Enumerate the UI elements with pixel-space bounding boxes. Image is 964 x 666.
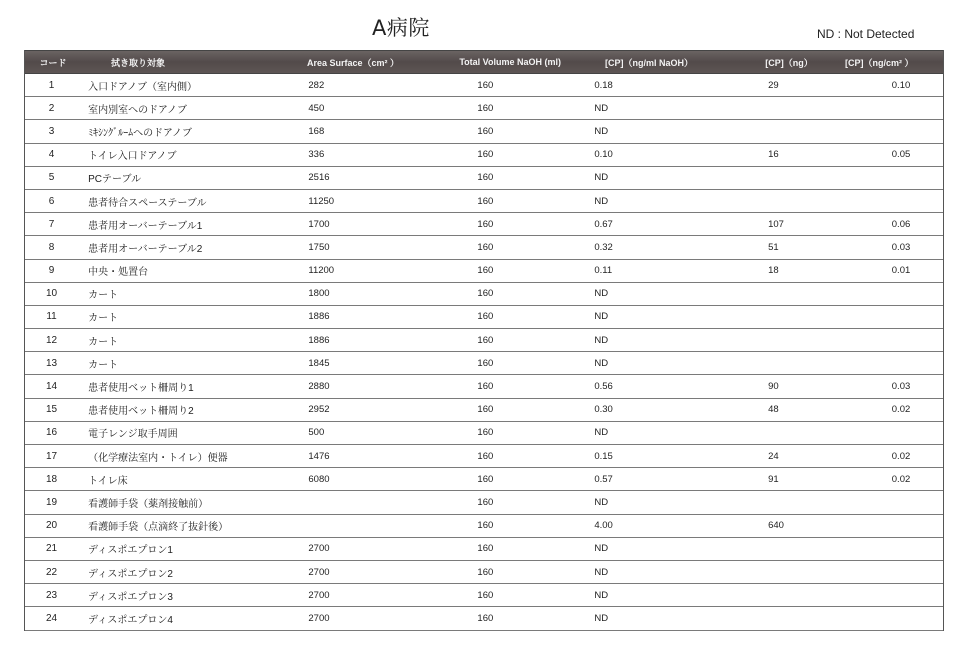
row-cp-area: 0.03 (891, 241, 911, 253)
row-cp-conc: ND (594, 357, 609, 369)
row-cp-area: 0.02 (891, 450, 911, 462)
row-cp-conc: 0.30 (594, 404, 613, 416)
row-code: 3 (48, 125, 55, 137)
row-volume: 160 (477, 218, 494, 230)
row-code: 20 (46, 520, 58, 532)
row-volume: 160 (477, 79, 494, 91)
table-row (25, 306, 943, 329)
row-cp-conc: ND (594, 427, 609, 439)
row-target: トイレ入口ドアノブ (88, 151, 177, 163)
row-volume: 160 (477, 357, 494, 369)
row-area: 336 (308, 149, 325, 161)
row-volume: 160 (477, 241, 494, 253)
row-code: 24 (46, 612, 58, 624)
row-target: ﾐｷｼﾝｸﾞﾙｰﾑへのドアノブ (88, 127, 193, 139)
table-body (25, 74, 943, 631)
row-area: 1800 (308, 288, 330, 300)
row-code: 21 (46, 543, 58, 555)
row-cp-conc: ND (594, 496, 609, 508)
row-cp-conc: 0.15 (594, 450, 613, 462)
row-cp-area: 0.05 (891, 149, 911, 161)
header-cp-ng: [CP]（ng） (765, 57, 813, 68)
row-area: 2516 (308, 172, 330, 184)
table-row (25, 120, 943, 143)
row-cp-conc: 4.00 (594, 520, 613, 532)
row-area: 450 (308, 102, 325, 114)
table-row (25, 329, 943, 352)
row-area: 282 (308, 79, 325, 91)
row-target: 患者待合スペーステーブル (88, 197, 207, 209)
row-code: 2 (48, 102, 55, 114)
row-cp-ng: 640 (768, 520, 784, 532)
row-area: 1886 (308, 311, 330, 323)
table-row (25, 561, 943, 584)
row-area: 500 (308, 427, 325, 439)
row-volume: 160 (477, 520, 494, 532)
row-volume: 160 (477, 334, 494, 346)
row-area: 2700 (308, 589, 330, 601)
row-target: カート (88, 290, 119, 302)
table-row (25, 352, 943, 375)
row-cp-conc: 0.57 (594, 473, 613, 485)
row-cp-conc: ND (594, 125, 609, 137)
row-cp-ng: 16 (768, 149, 779, 161)
row-volume: 160 (477, 404, 494, 416)
row-cp-conc: ND (594, 612, 609, 624)
row-code: 5 (48, 172, 55, 184)
table-row (25, 260, 943, 283)
row-cp-conc: ND (594, 311, 609, 323)
table-row (25, 468, 943, 491)
row-target: 室内別室へのドアノブ (88, 104, 188, 116)
row-cp-ng: 18 (768, 265, 779, 277)
row-cp-area: 0.02 (891, 473, 911, 485)
row-cp-conc: 0.56 (594, 381, 613, 393)
row-code: 10 (46, 288, 58, 300)
row-code: 12 (46, 334, 58, 346)
row-cp-ng: 48 (768, 404, 779, 416)
row-target: 患者使用ベット柵周り2 (88, 406, 194, 418)
row-cp-conc: 0.18 (594, 79, 613, 91)
row-cp-conc: ND (594, 172, 609, 184)
row-target: カート (88, 313, 119, 325)
row-cp-conc: ND (594, 334, 609, 346)
row-area: 11250 (308, 195, 335, 207)
row-code: 14 (46, 381, 58, 393)
row-code: 18 (46, 473, 58, 485)
header-volume: Total Volume NaOH (ml) (459, 57, 561, 67)
row-cp-ng: 107 (768, 218, 784, 230)
table-row (25, 144, 943, 167)
row-code: 7 (48, 218, 55, 230)
row-cp-ng: 24 (768, 450, 779, 462)
row-cp-conc: 0.11 (594, 265, 613, 277)
row-volume: 160 (477, 265, 494, 277)
row-area: 1845 (308, 357, 330, 369)
row-code: 15 (46, 404, 58, 416)
row-cp-area: 0.06 (891, 218, 911, 230)
table-row (25, 399, 943, 422)
row-target: ディスポエプロン1 (88, 545, 173, 557)
row-target: 患者用オーバーテーブル1 (88, 220, 203, 232)
row-code: 11 (46, 311, 57, 323)
table-row (25, 491, 943, 514)
row-area: 11200 (308, 265, 335, 277)
row-area: 6080 (308, 473, 330, 485)
row-code: 19 (46, 496, 58, 508)
row-cp-ng: 91 (768, 473, 779, 485)
table-row (25, 422, 943, 445)
row-target: ディスポエプロン3 (88, 591, 173, 603)
row-cp-conc: 0.10 (594, 149, 613, 161)
row-code: 22 (46, 566, 58, 578)
table-row (25, 213, 943, 236)
row-area: 2700 (308, 612, 330, 624)
row-volume: 160 (477, 612, 494, 624)
table-row (25, 584, 943, 607)
row-cp-conc: ND (594, 566, 609, 578)
row-target: 看護師手袋（点滴終了抜針後） (88, 522, 229, 534)
row-volume: 160 (477, 566, 494, 578)
row-target: PCテーブル (88, 174, 142, 186)
row-volume: 160 (477, 102, 494, 114)
table-row (25, 515, 943, 538)
row-cp-conc: ND (594, 102, 609, 114)
row-target: 入口ドアノブ（室内側） (88, 81, 198, 93)
row-target: カート (88, 359, 119, 371)
row-area: 2700 (308, 543, 330, 555)
row-area: 2880 (308, 381, 330, 393)
row-volume: 160 (477, 149, 494, 161)
row-cp-area: 0.03 (891, 381, 911, 393)
row-target: ディスポエプロン2 (88, 568, 173, 580)
row-volume: 160 (477, 172, 494, 184)
row-cp-area: 0.01 (891, 265, 911, 277)
row-volume: 160 (477, 450, 494, 462)
row-target: 患者用オーバーテーブル2 (88, 243, 203, 255)
row-cp-ng: 29 (768, 79, 779, 91)
row-cp-area: 0.02 (891, 404, 911, 416)
row-target: 患者使用ベット柵周り1 (88, 383, 194, 395)
table-row (25, 445, 943, 468)
row-area: 2952 (308, 404, 330, 416)
table-row (25, 283, 943, 306)
table-row (25, 236, 943, 259)
table-row (25, 97, 943, 120)
table-row (25, 375, 943, 398)
row-volume: 160 (477, 589, 494, 601)
row-volume: 160 (477, 543, 494, 555)
row-target: ディスポエプロン4 (88, 614, 173, 626)
row-code: 4 (48, 149, 55, 161)
header-area: Area Surface（cm² ） (306, 57, 399, 68)
row-code: 1 (48, 79, 55, 91)
row-code: 8 (48, 241, 55, 253)
table-row (25, 607, 943, 630)
row-target: 中央・処置台 (88, 267, 149, 279)
row-target: （化学療法室内・トイレ）便器 (88, 452, 228, 464)
row-area: 1700 (308, 218, 330, 230)
row-code: 13 (46, 357, 58, 369)
row-cp-conc: 0.67 (594, 218, 613, 230)
row-volume: 160 (477, 195, 494, 207)
row-volume: 160 (477, 125, 494, 137)
row-code: 23 (46, 589, 58, 601)
table-row (25, 538, 943, 561)
row-volume: 160 (477, 496, 494, 508)
row-code: 17 (46, 450, 58, 462)
legend-note: ND : Not Detected (817, 27, 915, 41)
row-cp-ng: 90 (768, 381, 779, 393)
row-target: トイレ床 (88, 475, 128, 487)
page-title: A病院 (372, 16, 430, 40)
row-volume: 160 (477, 311, 494, 323)
row-code: 9 (48, 265, 55, 277)
row-volume: 160 (477, 381, 494, 393)
header-target: 拭き取り対象 (111, 57, 166, 68)
row-area: 1750 (308, 241, 330, 253)
row-cp-ng: 51 (768, 241, 779, 253)
row-volume: 160 (477, 288, 494, 300)
header-cp-conc: [CP]（ng/ml NaOH） (604, 57, 693, 68)
row-area: 2700 (308, 566, 330, 578)
row-cp-conc: ND (594, 195, 609, 207)
row-target: 電子レンジ取手周囲 (88, 429, 178, 441)
header-code: コード (39, 57, 67, 68)
row-cp-conc: ND (594, 589, 609, 601)
row-target: カート (88, 336, 119, 348)
table-row (25, 167, 943, 190)
row-target: 看護師手袋（薬剤接触前） (88, 498, 209, 510)
row-cp-area: 0.10 (891, 79, 911, 91)
row-volume: 160 (477, 473, 494, 485)
results-table (24, 50, 944, 631)
table-row (25, 74, 943, 97)
row-area: 1476 (308, 450, 330, 462)
row-code: 16 (46, 427, 58, 439)
row-volume: 160 (477, 427, 494, 439)
row-cp-conc: ND (594, 543, 609, 555)
table-header (25, 50, 943, 74)
row-cp-conc: ND (594, 288, 609, 300)
row-cp-conc: 0.32 (594, 241, 613, 253)
header-cp-area: [CP]（ng/cm² ） (845, 57, 914, 68)
row-area: 168 (308, 125, 325, 137)
row-code: 6 (48, 195, 55, 207)
row-area: 1886 (308, 334, 330, 346)
table-row (25, 190, 943, 213)
